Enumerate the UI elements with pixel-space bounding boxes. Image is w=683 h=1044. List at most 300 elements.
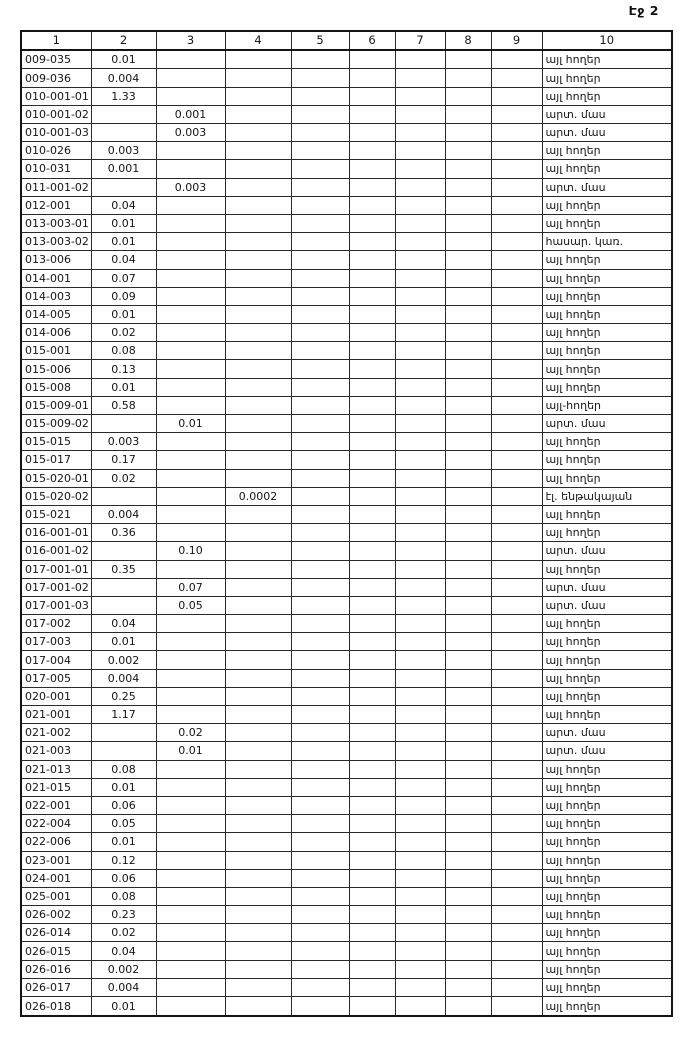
- value-cell: [156, 815, 225, 833]
- value-cell: [225, 851, 291, 869]
- value-cell: [445, 196, 491, 214]
- value-cell: 0.04: [91, 251, 156, 269]
- land-type-cell: այլ հողեր: [542, 778, 672, 796]
- value-cell: [225, 615, 291, 633]
- value-cell: [156, 778, 225, 796]
- parcel-code-cell: 017-001-01: [21, 560, 91, 578]
- table-row: [21, 596, 672, 614]
- table-row: [21, 578, 672, 596]
- parcel-code-cell: 014-003: [21, 287, 91, 305]
- value-cell: [445, 505, 491, 523]
- value-cell: [225, 796, 291, 814]
- value-cell: [445, 142, 491, 160]
- value-cell: [156, 342, 225, 360]
- value-cell: [491, 105, 542, 123]
- value-cell: [491, 851, 542, 869]
- table-row: [21, 396, 672, 414]
- value-cell: [491, 233, 542, 251]
- value-cell: [491, 742, 542, 760]
- value-cell: [349, 906, 395, 924]
- value-cell: [291, 796, 349, 814]
- value-cell: [225, 724, 291, 742]
- land-type-cell: արտ. մաս: [542, 105, 672, 123]
- value-cell: [491, 615, 542, 633]
- value-cell: [445, 214, 491, 232]
- land-type-cell: այլ հողեր: [542, 160, 672, 178]
- value-cell: [395, 578, 445, 596]
- value-cell: [395, 724, 445, 742]
- value-cell: [395, 978, 445, 996]
- table-row: [21, 687, 672, 705]
- value-cell: [156, 305, 225, 323]
- value-cell: [445, 560, 491, 578]
- value-cell: 0.02: [91, 924, 156, 942]
- value-cell: [225, 651, 291, 669]
- value-cell: [491, 505, 542, 523]
- value-cell: [156, 960, 225, 978]
- value-cell: 0.08: [91, 887, 156, 905]
- value-cell: [395, 305, 445, 323]
- land-type-cell: այլ հողեր: [542, 906, 672, 924]
- land-type-cell: այլ հողեր: [542, 615, 672, 633]
- value-cell: [156, 869, 225, 887]
- value-cell: [491, 142, 542, 160]
- value-cell: [445, 50, 491, 69]
- value-cell: [225, 596, 291, 614]
- value-cell: [225, 305, 291, 323]
- land-type-cell: այլ հողեր: [542, 305, 672, 323]
- table-row: [21, 214, 672, 232]
- table-row: [21, 906, 672, 924]
- value-cell: [491, 906, 542, 924]
- value-cell: [395, 960, 445, 978]
- value-cell: [395, 778, 445, 796]
- value-cell: [349, 305, 395, 323]
- table-row: [21, 124, 672, 142]
- value-cell: [349, 433, 395, 451]
- value-cell: 0.05: [91, 815, 156, 833]
- value-cell: [225, 633, 291, 651]
- land-type-cell: այլ հողեր: [542, 378, 672, 396]
- parcel-code-cell: 012-001: [21, 196, 91, 214]
- value-cell: [349, 942, 395, 960]
- value-cell: 0.004: [91, 669, 156, 687]
- value-cell: [445, 415, 491, 433]
- value-cell: [491, 87, 542, 105]
- page-number-label: Էջ 2: [628, 3, 659, 18]
- value-cell: [291, 233, 349, 251]
- value-cell: [395, 378, 445, 396]
- value-cell: 0.05: [156, 596, 225, 614]
- value-cell: [156, 851, 225, 869]
- value-cell: [349, 833, 395, 851]
- value-cell: [291, 305, 349, 323]
- value-cell: [291, 269, 349, 287]
- value-cell: [349, 287, 395, 305]
- column-header: 7: [395, 31, 445, 50]
- value-cell: [445, 669, 491, 687]
- parcel-code-cell: 017-001-02: [21, 578, 91, 596]
- value-cell: [225, 160, 291, 178]
- value-cell: [156, 142, 225, 160]
- value-cell: 0.004: [91, 978, 156, 996]
- value-cell: [395, 214, 445, 232]
- value-cell: [156, 196, 225, 214]
- value-cell: [491, 724, 542, 742]
- value-cell: [156, 269, 225, 287]
- value-cell: [349, 887, 395, 905]
- value-cell: [491, 451, 542, 469]
- parcel-code-cell: 026-002: [21, 906, 91, 924]
- value-cell: [225, 142, 291, 160]
- value-cell: 0.08: [91, 342, 156, 360]
- value-cell: [291, 742, 349, 760]
- value-cell: [445, 615, 491, 633]
- value-cell: 0.01: [91, 233, 156, 251]
- value-cell: [491, 214, 542, 232]
- land-type-cell: այլ հողեր: [542, 50, 672, 69]
- value-cell: [491, 196, 542, 214]
- value-cell: [225, 742, 291, 760]
- table-row: [21, 360, 672, 378]
- value-cell: [491, 251, 542, 269]
- value-cell: [291, 869, 349, 887]
- value-cell: [156, 251, 225, 269]
- table-row: [21, 869, 672, 887]
- land-type-cell: այլ հողեր: [542, 960, 672, 978]
- value-cell: [491, 124, 542, 142]
- value-cell: 0.07: [156, 578, 225, 596]
- value-cell: [349, 815, 395, 833]
- value-cell: [291, 287, 349, 305]
- land-type-cell: արտ. մաս: [542, 724, 672, 742]
- value-cell: [395, 796, 445, 814]
- value-cell: [395, 760, 445, 778]
- value-cell: [91, 487, 156, 505]
- value-cell: [395, 542, 445, 560]
- value-cell: [291, 833, 349, 851]
- land-type-cell: այլ հողեր: [542, 796, 672, 814]
- value-cell: [291, 760, 349, 778]
- value-cell: [491, 433, 542, 451]
- value-cell: [291, 378, 349, 396]
- value-cell: [156, 615, 225, 633]
- table-row: [21, 469, 672, 487]
- value-cell: 0.12: [91, 851, 156, 869]
- value-cell: [395, 651, 445, 669]
- parcel-code-cell: 026-017: [21, 978, 91, 996]
- value-cell: 0.001: [156, 105, 225, 123]
- parcel-code-cell: 016-001-01: [21, 524, 91, 542]
- value-cell: [491, 833, 542, 851]
- land-type-cell: այլ հողեր: [542, 451, 672, 469]
- value-cell: [291, 560, 349, 578]
- land-type-cell: արտ. մաս: [542, 578, 672, 596]
- value-cell: [91, 742, 156, 760]
- parcel-code-cell: 022-004: [21, 815, 91, 833]
- value-cell: [291, 415, 349, 433]
- value-cell: 0.003: [91, 433, 156, 451]
- value-cell: [225, 360, 291, 378]
- value-cell: [225, 924, 291, 942]
- value-cell: [291, 214, 349, 232]
- value-cell: [225, 233, 291, 251]
- value-cell: [156, 233, 225, 251]
- value-cell: [91, 596, 156, 614]
- parcel-code-cell: 015-015: [21, 433, 91, 451]
- value-cell: [491, 978, 542, 996]
- land-type-cell: այլ հողեր: [542, 815, 672, 833]
- value-cell: [349, 251, 395, 269]
- value-cell: [395, 87, 445, 105]
- value-cell: [291, 178, 349, 196]
- parcel-code-cell: 015-009-02: [21, 415, 91, 433]
- value-cell: [445, 742, 491, 760]
- value-cell: 0.01: [156, 742, 225, 760]
- table-row: [21, 324, 672, 342]
- parcel-code-cell: 015-020-01: [21, 469, 91, 487]
- value-cell: [156, 160, 225, 178]
- table-row: [21, 833, 672, 851]
- table-row: [21, 269, 672, 287]
- parcel-code-cell: 010-026: [21, 142, 91, 160]
- table-row: [21, 924, 672, 942]
- value-cell: [491, 287, 542, 305]
- value-cell: [445, 815, 491, 833]
- value-cell: [291, 360, 349, 378]
- land-type-cell: այլ հողեր: [542, 687, 672, 705]
- value-cell: 0.01: [91, 633, 156, 651]
- value-cell: [491, 50, 542, 69]
- parcel-code-cell: 021-002: [21, 724, 91, 742]
- table-row: [21, 415, 672, 433]
- value-cell: [91, 542, 156, 560]
- value-cell: [291, 342, 349, 360]
- parcel-code-cell: 017-002: [21, 615, 91, 633]
- value-cell: [349, 760, 395, 778]
- value-cell: [395, 833, 445, 851]
- value-cell: [225, 815, 291, 833]
- land-type-cell: այլ հողեր: [542, 633, 672, 651]
- land-type-cell: այլ հողեր: [542, 887, 672, 905]
- parcel-code-cell: 014-006: [21, 324, 91, 342]
- value-cell: [156, 997, 225, 1016]
- land-type-cell: այլ հողեր: [542, 942, 672, 960]
- land-type-cell: արտ. մաս: [542, 596, 672, 614]
- value-cell: [491, 378, 542, 396]
- value-cell: [395, 360, 445, 378]
- parcel-code-cell: 010-001-03: [21, 124, 91, 142]
- value-cell: [225, 687, 291, 705]
- value-cell: [156, 433, 225, 451]
- value-cell: 0.13: [91, 360, 156, 378]
- table-row: [21, 342, 672, 360]
- value-cell: [445, 851, 491, 869]
- value-cell: [349, 706, 395, 724]
- value-cell: 0.002: [91, 651, 156, 669]
- value-cell: [395, 69, 445, 87]
- value-cell: [491, 324, 542, 342]
- value-cell: [349, 69, 395, 87]
- parcel-code-cell: 010-001-01: [21, 87, 91, 105]
- value-cell: [225, 505, 291, 523]
- value-cell: [395, 942, 445, 960]
- value-cell: [349, 451, 395, 469]
- value-cell: [91, 178, 156, 196]
- table-row: [21, 615, 672, 633]
- value-cell: [291, 505, 349, 523]
- value-cell: [225, 415, 291, 433]
- value-cell: [445, 960, 491, 978]
- land-type-cell: այլ հողեր: [542, 997, 672, 1016]
- value-cell: 0.01: [91, 997, 156, 1016]
- value-cell: [445, 433, 491, 451]
- value-cell: [349, 360, 395, 378]
- parcel-code-cell: 014-005: [21, 305, 91, 323]
- parcel-code-cell: 021-001: [21, 706, 91, 724]
- value-cell: [445, 105, 491, 123]
- value-cell: [349, 196, 395, 214]
- parcel-code-cell: 015-009-01: [21, 396, 91, 414]
- value-cell: [156, 378, 225, 396]
- value-cell: [349, 142, 395, 160]
- value-cell: [291, 50, 349, 69]
- table-row: [21, 887, 672, 905]
- value-cell: [291, 997, 349, 1016]
- value-cell: [225, 560, 291, 578]
- land-parcel-table: [20, 30, 673, 1017]
- value-cell: [91, 124, 156, 142]
- value-cell: [491, 160, 542, 178]
- value-cell: [491, 960, 542, 978]
- value-cell: [445, 360, 491, 378]
- parcel-code-cell: 017-001-03: [21, 596, 91, 614]
- value-cell: [349, 415, 395, 433]
- parcel-code-cell: 021-015: [21, 778, 91, 796]
- value-cell: [349, 214, 395, 232]
- value-cell: [349, 578, 395, 596]
- value-cell: [291, 433, 349, 451]
- value-cell: [349, 160, 395, 178]
- table-row: [21, 633, 672, 651]
- value-cell: [445, 760, 491, 778]
- value-cell: [491, 669, 542, 687]
- value-cell: [395, 433, 445, 451]
- value-cell: [156, 451, 225, 469]
- parcel-code-cell: 016-001-02: [21, 542, 91, 560]
- value-cell: [395, 105, 445, 123]
- value-cell: [395, 396, 445, 414]
- value-cell: [225, 396, 291, 414]
- parcel-code-cell: 026-015: [21, 942, 91, 960]
- value-cell: [91, 724, 156, 742]
- table-row: [21, 505, 672, 523]
- value-cell: [291, 906, 349, 924]
- value-cell: [445, 869, 491, 887]
- value-cell: [156, 505, 225, 523]
- value-cell: 0.02: [91, 324, 156, 342]
- value-cell: [349, 687, 395, 705]
- table-row: [21, 706, 672, 724]
- value-cell: [395, 324, 445, 342]
- column-header: 9: [491, 31, 542, 50]
- table-row: [21, 724, 672, 742]
- value-cell: [291, 251, 349, 269]
- value-cell: [291, 124, 349, 142]
- value-cell: [225, 778, 291, 796]
- land-type-cell: հասար. կառ.: [542, 233, 672, 251]
- parcel-code-cell: 017-003: [21, 633, 91, 651]
- value-cell: [445, 997, 491, 1016]
- value-cell: [225, 706, 291, 724]
- value-cell: [395, 251, 445, 269]
- value-cell: [349, 869, 395, 887]
- value-cell: [395, 669, 445, 687]
- value-cell: [291, 960, 349, 978]
- value-cell: [349, 669, 395, 687]
- value-cell: [156, 906, 225, 924]
- value-cell: [491, 396, 542, 414]
- value-cell: [491, 596, 542, 614]
- value-cell: [445, 233, 491, 251]
- value-cell: [349, 978, 395, 996]
- parcel-code-cell: 026-016: [21, 960, 91, 978]
- value-cell: [395, 851, 445, 869]
- value-cell: [156, 560, 225, 578]
- value-cell: [491, 69, 542, 87]
- parcel-code-cell: 022-006: [21, 833, 91, 851]
- value-cell: [291, 160, 349, 178]
- value-cell: [395, 196, 445, 214]
- value-cell: [445, 324, 491, 342]
- value-cell: [225, 960, 291, 978]
- value-cell: [156, 760, 225, 778]
- value-cell: [349, 724, 395, 742]
- value-cell: [291, 69, 349, 87]
- table-row: [21, 651, 672, 669]
- value-cell: 0.004: [91, 505, 156, 523]
- value-cell: 0.35: [91, 560, 156, 578]
- table-row: [21, 997, 672, 1016]
- value-cell: [349, 796, 395, 814]
- value-cell: 0.23: [91, 906, 156, 924]
- column-header: 3: [156, 31, 225, 50]
- value-cell: [491, 778, 542, 796]
- value-cell: [291, 669, 349, 687]
- parcel-code-cell: 009-035: [21, 50, 91, 69]
- value-cell: [395, 706, 445, 724]
- value-cell: [291, 942, 349, 960]
- value-cell: [225, 69, 291, 87]
- value-cell: [349, 851, 395, 869]
- value-cell: [445, 778, 491, 796]
- value-cell: [445, 487, 491, 505]
- value-cell: [349, 469, 395, 487]
- value-cell: [395, 924, 445, 942]
- value-cell: 0.17: [91, 451, 156, 469]
- value-cell: 0.001: [91, 160, 156, 178]
- value-cell: [225, 524, 291, 542]
- land-type-cell: այլ հողեր: [542, 433, 672, 451]
- land-type-cell: այլ հողեր: [542, 505, 672, 523]
- table-row: [21, 451, 672, 469]
- value-cell: [225, 251, 291, 269]
- value-cell: [291, 142, 349, 160]
- value-cell: [445, 924, 491, 942]
- parcel-code-cell: 026-014: [21, 924, 91, 942]
- value-cell: [491, 887, 542, 905]
- value-cell: [491, 633, 542, 651]
